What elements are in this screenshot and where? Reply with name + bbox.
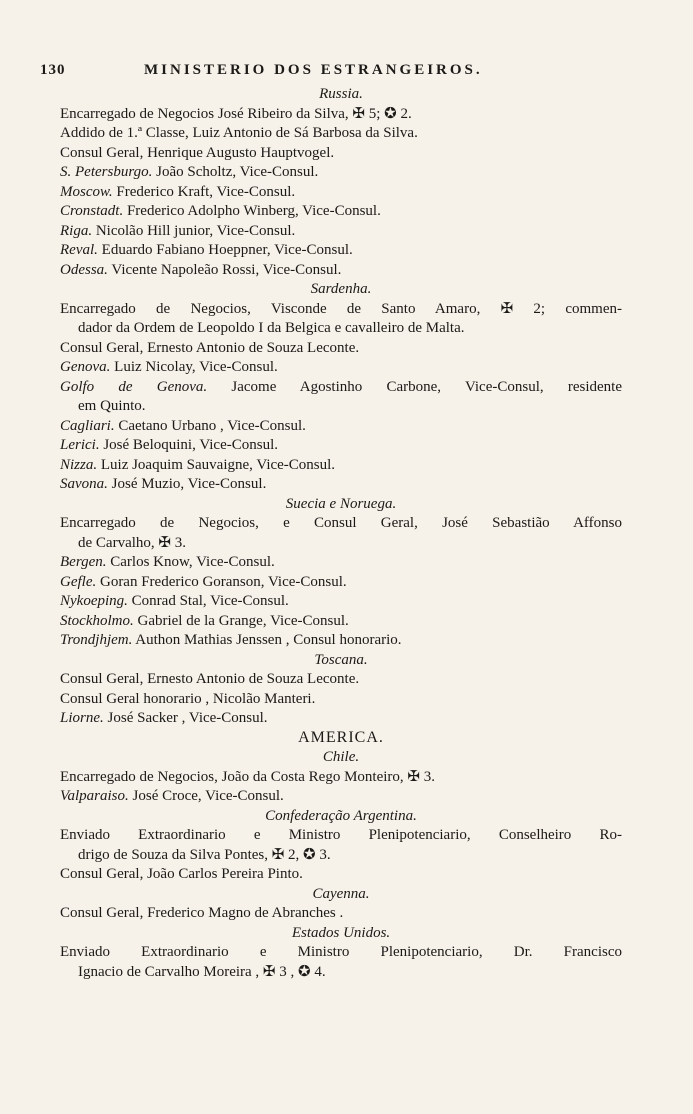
entry-text: José Beloquini, Vice-Consul. — [99, 437, 278, 453]
consular-entry — [0, 474, 693, 494]
entry-continuation: de Carvalho, ✠ 3. — [78, 534, 186, 551]
diplomatic-entry — [0, 689, 693, 709]
entry-text: Frederico Adolpho Winberg, Vice-Consul. — [123, 203, 381, 219]
entry-text: Eduardo Fabiano Hoeppner, Vice-Consul. — [97, 242, 353, 258]
consular-entry — [0, 357, 693, 377]
entry-text: Encarregado de Negocios, Visconde de Santo Amaro, ✠ 2; commen- — [60, 300, 622, 317]
entry-text: Jacome Agostinho Carbone, Vice-Consul, residente — [207, 378, 622, 395]
place-name: Nykoeping. — [60, 593, 128, 609]
place-name: Moscow. — [60, 183, 113, 200]
entry-continuation: drigo de Souza da Silva Pontes, ✠ 2, ✪ 3. — [78, 846, 331, 863]
entry-text: Enviado Extraordinario e Ministro Plenipotenciario, Conselheiro Ro- — [60, 827, 622, 843]
country-heading: Chile. — [322, 749, 360, 765]
country-heading: Confederação Argentina. — [265, 807, 417, 824]
diplomatic-entry — [0, 942, 693, 962]
entry-text: Addido de 1.ª Classe, Luiz Antonio de Sá Barbosa da Silva. — [60, 125, 418, 141]
running-head-title: MINISTERIO DOS ESTRANGEIROS. — [144, 62, 483, 78]
place-name: Odessa. — [60, 261, 108, 278]
consular-entry — [0, 260, 693, 280]
entry-text: José Sacker , Vice-Consul. — [103, 710, 268, 726]
entry-text: Encarregado de Negocios, e Consul Geral, José Sebastião Affonso — [60, 515, 622, 531]
country-heading: Suecia e Noruega. — [285, 495, 397, 512]
entry-text: Frederico Kraft, Vice-Consul. — [112, 183, 296, 200]
entry-text: Consul Geral honorario , Nicolão Manteri. — [60, 690, 316, 707]
place-name: Gefle. — [60, 573, 97, 590]
entry-continuation: Ignacio de Carvalho Moreira , ✠ 3 , ✪ 4. — [78, 963, 326, 980]
consular-entry — [0, 786, 693, 806]
entry-text: Consul Geral, Ernesto Antonio de Souza Leconte. — [60, 671, 360, 687]
country-heading: Toscana. — [314, 651, 368, 668]
place-name: Reval. — [60, 242, 98, 258]
entry-continuation: dador da Ordem de Leopoldo I da Belgica e cavalleiro de Malta. — [78, 320, 465, 336]
place-name: Genova. — [60, 359, 111, 375]
continent-heading: AMERICA. — [298, 728, 384, 746]
entry-text: Nicolão Hill junior, Vice-Consul. — [92, 222, 296, 239]
entry-text: José Muzio, Vice-Consul. — [107, 476, 267, 492]
place-name: Valparaiso. — [60, 788, 129, 804]
entry-continuation: em Quinto. — [78, 398, 146, 414]
entry-text: Consul Geral, Frederico Magno de Abranches . — [60, 905, 344, 921]
entry-text: Consul Geral, Ernesto Antonio de Souza Leconte. — [60, 339, 360, 356]
entry-text: Encarregado de Negocios José Ribeiro da Silva, ✠ 5; ✪ 2. — [60, 105, 412, 122]
consular-entry — [0, 455, 693, 475]
entry-text: Caetano Urbano , Vice-Consul. — [114, 417, 306, 434]
consular-entry — [0, 240, 693, 260]
diplomatic-entry — [0, 825, 693, 845]
consular-entry — [0, 182, 693, 202]
entry-text: Consul Geral, Henrique Augusto Hauptvogel. — [60, 144, 335, 161]
diplomatic-entry — [0, 767, 693, 787]
entry-text: Luiz Joaquim Sauvaigne, Vice-Consul. — [97, 456, 336, 473]
diplomatic-entry — [0, 338, 693, 358]
entry-text: Gabriel de la Grange, Vice-Consul. — [133, 612, 349, 629]
place-name: Nizza. — [60, 456, 98, 473]
country-heading: Russia. — [319, 86, 363, 102]
place-name: Stockholmo. — [60, 612, 134, 629]
entry-text: Carlos Know, Vice-Consul. — [106, 554, 275, 570]
consular-entry — [0, 572, 693, 592]
consular-entry — [0, 221, 693, 241]
place-name: Bergen. — [60, 554, 107, 570]
place-name: Cronstadt. — [60, 203, 124, 219]
consular-entry — [0, 416, 693, 436]
diplomatic-entry — [0, 123, 693, 143]
diplomatic-entry — [0, 903, 693, 923]
place-name: Liorne. — [60, 710, 104, 726]
diplomatic-entry — [0, 513, 693, 533]
page-number: 130 — [40, 62, 66, 78]
country-heading: Sardenha. — [310, 281, 372, 297]
entry-text: João Scholtz, Vice-Consul. — [152, 164, 319, 180]
diplomatic-entry — [0, 143, 693, 163]
place-name: Cagliari. — [60, 417, 115, 434]
consular-entry — [0, 377, 693, 397]
entry-text: Conrad Stal, Vice-Consul. — [127, 593, 289, 609]
consular-entry — [0, 552, 693, 572]
country-heading: Cayenna. — [312, 885, 370, 902]
entry-text: Consul Geral, João Carlos Pereira Pinto. — [60, 866, 303, 882]
place-name: Savona. — [60, 476, 108, 492]
diplomatic-entry — [0, 864, 693, 884]
place-name: Riga. — [60, 222, 93, 239]
consular-entry — [0, 435, 693, 455]
consular-entry — [0, 630, 693, 650]
place-name: S. Petersburgo. — [60, 164, 153, 180]
running-header — [40, 54, 640, 84]
diplomatic-entry — [0, 299, 693, 319]
place-name: Trondjhjem. — [60, 632, 133, 648]
entry-text: Enviado Extraordinario e Ministro Plenipotenciario, Dr. Francisco — [60, 944, 622, 960]
diplomatic-entry — [0, 669, 693, 689]
entry-text: Authon Mathias Jenssen , Consul honorario. — [132, 632, 402, 648]
diplomatic-entry — [0, 104, 693, 124]
entry-text: Vicente Napoleão Rossi, Vice-Consul. — [107, 261, 342, 278]
consular-entry — [0, 162, 693, 182]
consular-entry — [0, 591, 693, 611]
place-name: Golfo de Genova. — [60, 378, 208, 395]
entry-text: José Croce, Vice-Consul. — [128, 788, 284, 804]
entry-text: Encarregado de Negocios, João da Costa Rego Monteiro, ✠ 3. — [60, 768, 435, 785]
country-heading: Estados Unidos. — [291, 924, 391, 941]
entry-text: Goran Frederico Goranson, Vice-Consul. — [96, 573, 347, 590]
consular-entry — [0, 611, 693, 631]
consular-entry — [0, 201, 693, 221]
entry-text: Luiz Nicolay, Vice-Consul. — [110, 359, 278, 375]
place-name: Lerici. — [60, 437, 100, 453]
consular-entry — [0, 708, 693, 728]
